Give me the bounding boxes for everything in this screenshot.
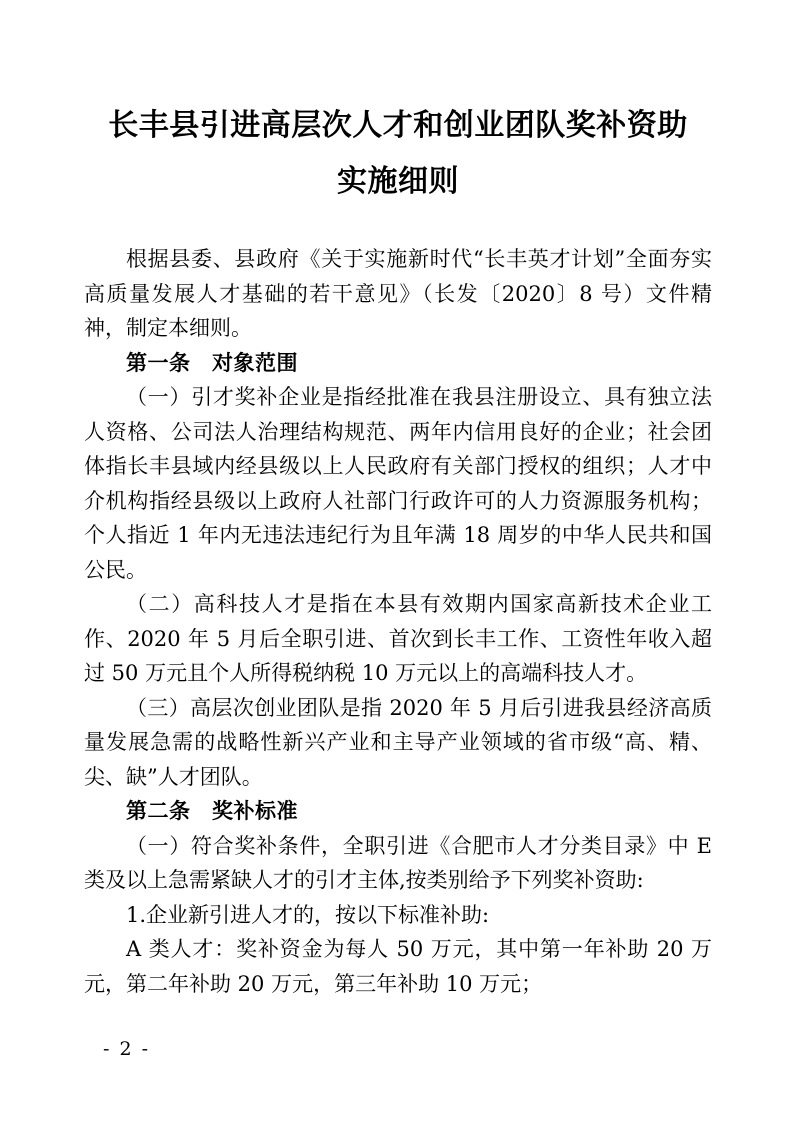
paragraph-article2-sub1: 1.企业新引进人才的，按以下标准补助:	[126, 902, 490, 927]
paragraph-article1-item2: （二）高科技人才是指在本县有效期内国家高新技术企业工作、2020 年 5 月后全职引进、首次到长丰工作、工资性年收入超过 50 万元且个人所得税纳税 10 万元以上的高端科技人才。	[84, 592, 712, 685]
paragraph-article2-item1: （一）符合奖补条件，全职引进《合肥市人才分类目录》中 E 类及以上急需紧缺人才的引才主体,按类别给予下列奖补资助:	[84, 833, 712, 892]
paragraph-article1-item3: （三）高层次创业团队是指 2020 年 5 月后引进我县经济高质量发展急需的战略性新兴产业和主导产业领域的省市级“高、精、尖、缺”人才团队。	[84, 695, 712, 789]
section-heading-article-1: 第一条 对象范围	[126, 350, 298, 375]
paragraph-article1-item1: （一）引才奖补企业是指经批准在我县注册设立、具有独立法人资格、公司法人治理结构规范、两年内信用良好的企业；社会团体指长丰县域内经县级以上人民政府有关部门授权的组织；人才中介机构指经县级以上政府人社部门行政许可的人力资源服务机构；个人指近 1 年内无违法违纪行为且年满 18 周岁的中华人民共和国公民。	[84, 385, 712, 582]
document-content	[84, 0, 712, 1001]
page-number: - 2 -	[103, 1038, 151, 1060]
document-title-line-1: 长丰县引进高层次人才和创业团队奖补资助	[108, 108, 688, 143]
document-body	[84, 242, 712, 1001]
section-heading-article-2: 第二条 奖补标准	[126, 799, 298, 823]
paragraph-intro: 根据县委、县政府《关于实施新时代“长丰英才计划”全面夯实高质量发展人才基础的若干意见》（长发〔2020〕8 号）文件精神，制定本细则。	[84, 247, 712, 340]
document-title	[84, 98, 712, 210]
paragraph-article2-classA: A 类人才：奖补资金为每人 50 万元，其中第一年补助 20 万元，第二年补助 20 万元，第三年补助 10 万元；	[84, 937, 712, 996]
document-title-line-2: 实施细则	[337, 164, 459, 199]
